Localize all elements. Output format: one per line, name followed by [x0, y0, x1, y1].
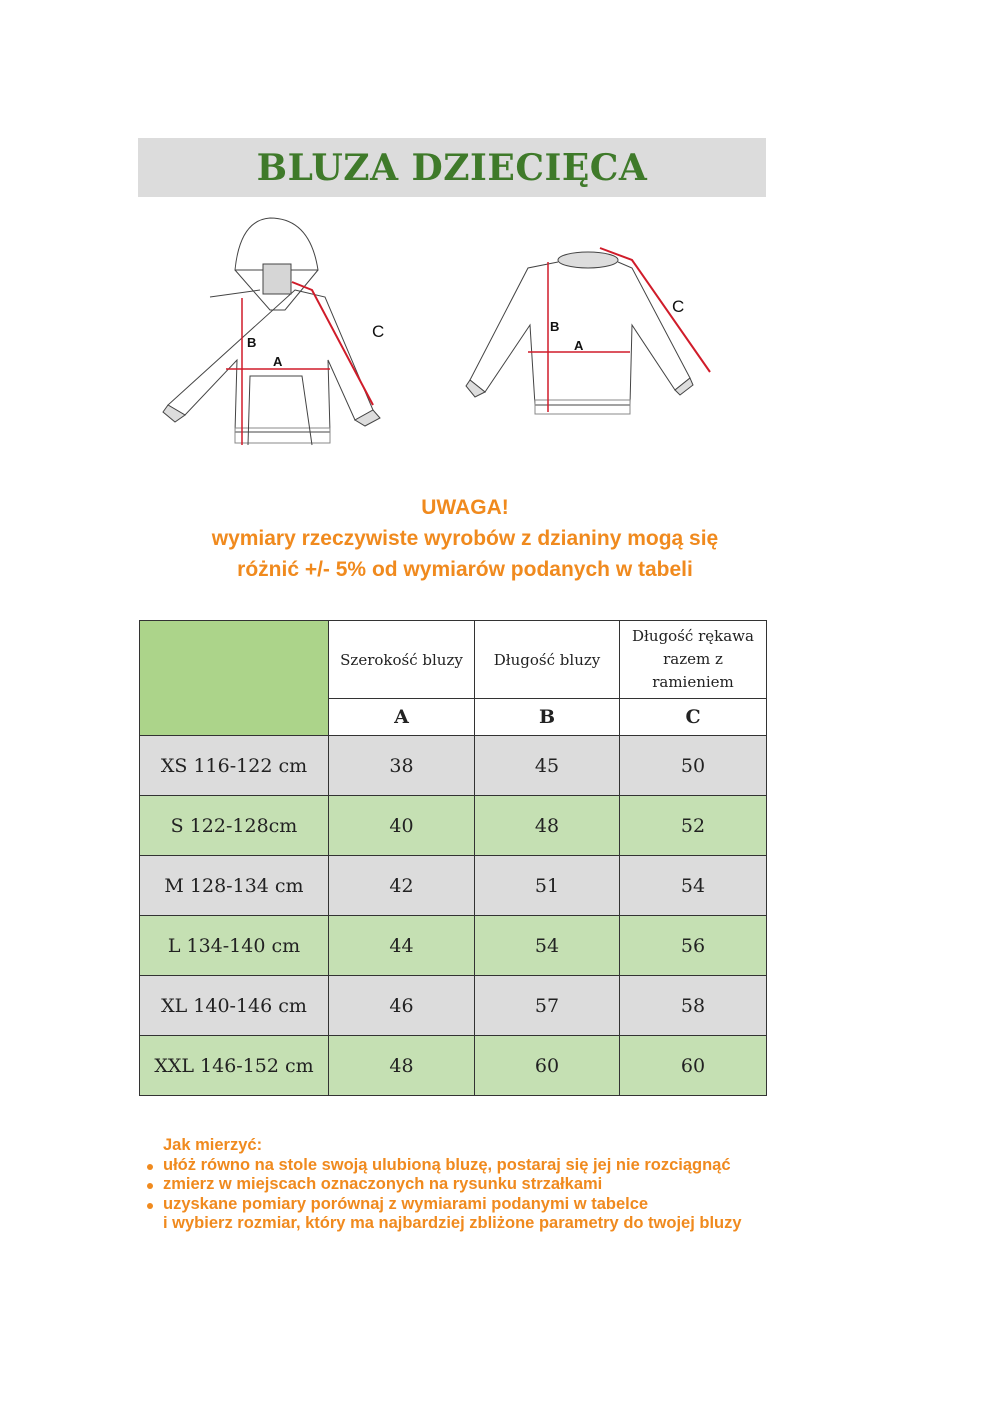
howto-heading: Jak mierzyć: — [163, 1136, 263, 1154]
label-b-sweatshirt: B — [550, 319, 560, 334]
header-length: Długość bluzy — [475, 621, 620, 699]
table-row — [140, 916, 767, 976]
measurement-illustration — [140, 200, 740, 460]
c-cell: 58 — [620, 976, 767, 1036]
b-cell: 60 — [475, 1036, 620, 1096]
c-cell: 54 — [620, 856, 767, 916]
size-cell: S 122-128cm — [140, 796, 329, 856]
label-a-hoodie: A — [273, 354, 283, 369]
table-corner — [140, 621, 329, 736]
table-row — [140, 1036, 767, 1096]
label-c-hoodie: C — [372, 322, 385, 341]
table-row — [140, 856, 767, 916]
c-cell: 56 — [620, 916, 767, 976]
howto-item: uzyskane pomiary porównaj z wymiarami podanymi w tabelce — [146, 1195, 742, 1215]
howto-item: ułóż równo na stole swoją ulubioną bluzę, postaraj się jej nie rozciągnąć — [146, 1156, 742, 1176]
warning-heading: UWAGA! — [421, 496, 509, 519]
warning-line-2: różnić +/- 5% od wymiarów podanych w tabeli — [237, 558, 693, 581]
a-cell: 48 — [329, 1036, 475, 1096]
page-title: BLUZA DZIECIĘCA — [256, 146, 648, 189]
c-cell: 50 — [620, 736, 767, 796]
size-cell: M 128-134 cm — [140, 856, 329, 916]
size-cell: XL 140-146 cm — [140, 976, 329, 1036]
hoodie-drawing — [163, 218, 380, 445]
a-cell: 40 — [329, 796, 475, 856]
letter-c: C — [620, 699, 767, 736]
a-cell: 44 — [329, 916, 475, 976]
table-row — [140, 796, 767, 856]
table-row — [140, 976, 767, 1036]
size-cell: XS 116-122 cm — [140, 736, 329, 796]
sweatshirt-drawing — [466, 252, 693, 414]
c-cell: 60 — [620, 1036, 767, 1096]
how-to-measure — [146, 1136, 742, 1234]
howto-item: i wybierz rozmiar, który ma najbardziej zbliżone parametry do twojej bluzy — [163, 1214, 742, 1232]
title-bar — [138, 138, 766, 197]
table-row — [140, 736, 767, 796]
header-width: Szerokość bluzy — [329, 621, 475, 699]
label-c-sweatshirt: C — [672, 297, 685, 316]
size-cell: XXL 146-152 cm — [140, 1036, 329, 1096]
size-cell: L 134-140 cm — [140, 916, 329, 976]
label-b-hoodie: B — [247, 335, 257, 350]
header-sleeve: Długość rękawa razem z ramieniem — [620, 621, 767, 699]
warning-line-1: wymiary rzeczywiste wyrobów z dzianiny mogą się — [211, 527, 719, 550]
howto-item: zmierz w miejscach oznaczonych na rysunku strzałkami — [146, 1175, 742, 1195]
a-cell: 42 — [329, 856, 475, 916]
a-cell: 46 — [329, 976, 475, 1036]
b-cell: 54 — [475, 916, 620, 976]
c-cell: 52 — [620, 796, 767, 856]
b-cell: 45 — [475, 736, 620, 796]
b-cell: 57 — [475, 976, 620, 1036]
a-cell: 38 — [329, 736, 475, 796]
b-cell: 48 — [475, 796, 620, 856]
size-table — [139, 620, 767, 1096]
b-cell: 51 — [475, 856, 620, 916]
letter-a: A — [329, 699, 475, 736]
label-a-sweatshirt: A — [574, 338, 584, 353]
letter-b: B — [475, 699, 620, 736]
